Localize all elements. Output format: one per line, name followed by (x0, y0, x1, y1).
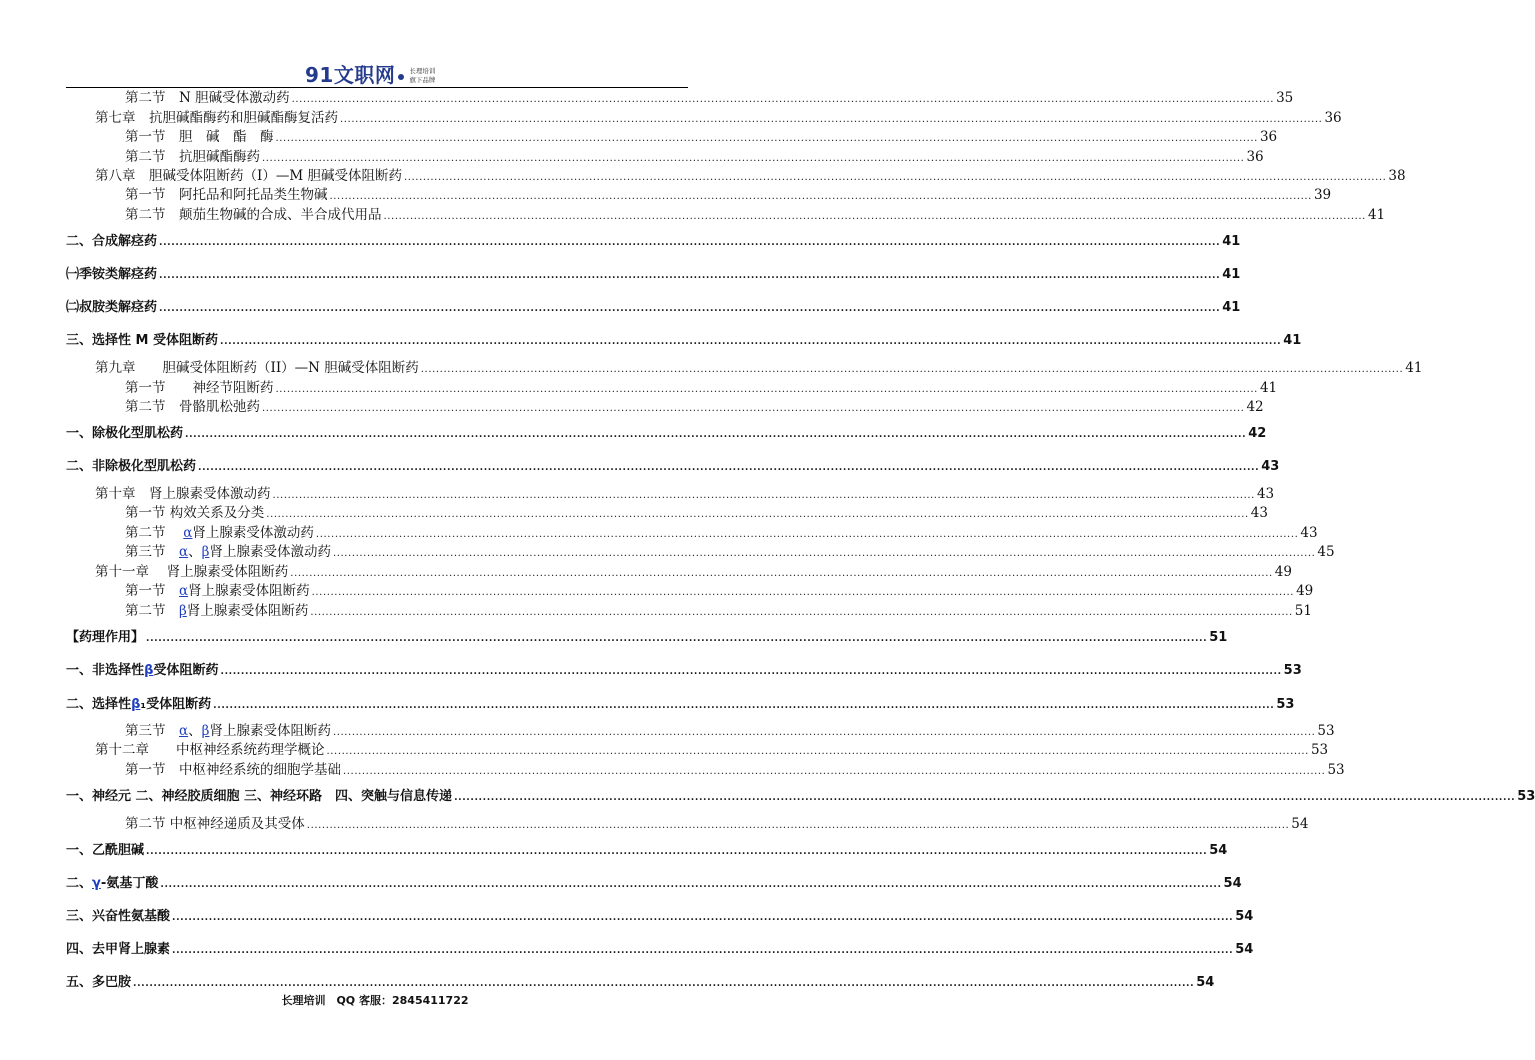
toc-entry[interactable] (66, 842, 1228, 861)
toc-entry[interactable] (66, 425, 1267, 444)
toc-entry-title: 一、非选择性β受体阻断药 (66, 663, 219, 678)
toc-entry-page: 54 (1209, 843, 1228, 858)
toc-leader-dots: .................................................................................................................................................................................................................................................................... (146, 633, 1208, 644)
toc-entry[interactable] (66, 941, 1254, 960)
toc-leader-dots: .................................................................................................................................................................................................................................................................... (159, 270, 1221, 281)
toc-leader-dots: .................................................................................................................................................................................................................................................................... (172, 912, 1234, 923)
toc-entry-title: 二、合成解痉药 (66, 234, 158, 249)
toc-entry-title: 第十章 肾上腺素受体激动药 (95, 486, 271, 502)
greek-letter: β (144, 663, 154, 678)
toc-entry-page: 41 (1367, 207, 1386, 223)
toc-entry[interactable] (125, 815, 1309, 835)
toc-entry[interactable] (95, 109, 1342, 129)
toc-entry-title: 第一节 胆 碱 酯 酶 (125, 129, 274, 145)
toc-entry-title: 第二节 中枢神经递质及其受体 (125, 816, 305, 832)
toc-entry-title: 【药理作用】 (66, 630, 145, 645)
toc-entry-title: 第七章 抗胆碱酯酶药和胆碱酯酶复活药 (95, 110, 338, 126)
greek-letter: β (201, 544, 210, 560)
logo-tag-line-2: 旗下品牌 (409, 76, 436, 84)
toc-entry[interactable] (125, 722, 1335, 742)
toc-entry-title: 第二节 抗胆碱酯酶药 (125, 149, 260, 165)
toc-leader-dots: .................................................................................................................................................................................................................................................................... (133, 978, 1195, 989)
toc-entry-title: 三、选择性 M 受体阻断药 (66, 333, 218, 348)
toc-entry-title: 一、神经元 二、神经胶质细胞 三、神经环路 四、突触与信息传递 (66, 789, 453, 804)
toc-entry-page: 49 (1274, 564, 1292, 580)
toc-entry-title: 一、除极化型肌松药 (66, 426, 184, 441)
greek-letter: β (131, 697, 141, 712)
toc-leader-dots: .................................................................................................................................................................................................................................................................... (262, 153, 1245, 164)
logo-dot-icon (398, 74, 404, 80)
toc-entry[interactable] (95, 485, 1275, 505)
toc-leader-dots: .................................................................................................................................................................................................................................................................... (343, 766, 1326, 777)
toc-leader-dots: .................................................................................................................................................................................................................................................................... (420, 364, 1404, 375)
toc-entry-title: 四、去甲肾上腺素 (66, 942, 171, 957)
toc-entry-title: 第二节 骨骼肌松弛药 (125, 399, 260, 415)
logo-text: 91文职网 (305, 63, 396, 87)
toc-leader-dots: .................................................................................................................................................................................................................................................................... (172, 945, 1234, 956)
toc-leader-dots: .................................................................................................................................................................................................................................................................... (275, 133, 1258, 144)
toc-entry-title: 第一节 阿托品和阿托品类生物碱 (125, 187, 328, 203)
toc-entry-page: 54 (1223, 876, 1242, 891)
toc-leader-dots: .................................................................................................................................................................................................................................................................... (266, 509, 1249, 520)
site-logo (305, 58, 435, 86)
toc-entry[interactable] (125, 398, 1264, 418)
toc-entry-title: 第十二章 中枢神经系统药理学概论 (95, 742, 325, 758)
toc-leader-dots: .................................................................................................................................................................................................................................................................... (159, 237, 1221, 248)
toc-entry[interactable] (66, 299, 1241, 318)
toc-entry[interactable] (66, 266, 1241, 285)
toc-leader-dots: .................................................................................................................................................................................................................................................................... (332, 548, 1316, 559)
toc-entry[interactable] (125, 543, 1335, 563)
toc-entry-title: 一、乙酰胆碱 (66, 843, 145, 858)
toc-leader-dots: .................................................................................................................................................................................................................................................................... (160, 879, 1222, 890)
toc-leader-dots: .................................................................................................................................................................................................................................................................... (311, 587, 1295, 598)
toc-entry-title: 三、兴奋性氨基酸 (66, 909, 171, 924)
toc-entry-page: 49 (1296, 583, 1314, 599)
toc-entry-page: 51 (1209, 630, 1228, 645)
toc-entry[interactable] (66, 788, 1535, 807)
toc-entry[interactable] (66, 458, 1280, 477)
toc-entry-title: 第一节 α肾上腺素受体阻断药 (125, 583, 310, 599)
toc-entry[interactable] (125, 379, 1278, 399)
toc-entry[interactable] (66, 233, 1241, 252)
toc-leader-dots: .................................................................................................................................................................................................................................................................... (272, 490, 1255, 501)
toc-entry-page: 51 (1294, 603, 1312, 619)
toc-entry-page: 42 (1248, 426, 1267, 441)
toc-leader-dots: .................................................................................................................................................................................................................................................................... (403, 172, 1387, 183)
toc-entry[interactable] (95, 563, 1292, 583)
toc-entry-title: 二、选择性β₁受体阻断药 (66, 697, 212, 712)
toc-entry-page: 36 (1259, 129, 1278, 145)
toc-entry-page: 54 (1291, 816, 1309, 832)
toc-entry-page: 36 (1246, 149, 1264, 165)
toc-entry-page: 41 (1405, 360, 1423, 376)
toc-leader-dots: .................................................................................................................................................................................................................................................................... (326, 746, 1309, 757)
toc-entry-title: 第二节 N 胆碱受体激动药 (125, 90, 290, 106)
toc-entry-page: 42 (1246, 399, 1264, 415)
toc-entry-title: 第九章 胆碱受体阻断药（II）—N 胆碱受体阻断药 (95, 360, 419, 376)
toc-leader-dots: .................................................................................................................................................................................................................................................................... (185, 429, 1247, 440)
toc-entry-title: ㈡叔胺类解痉药 (66, 300, 158, 315)
toc-entry-title: 二、γ-氨基丁酸 (66, 876, 159, 891)
toc-entry-title: 第一节 神经节阻断药 (125, 380, 274, 396)
toc-entry-page: 53 (1317, 723, 1335, 739)
toc-entry[interactable] (125, 186, 1332, 206)
toc-entry-title: 第二节 β肾上腺素受体阻断药 (125, 603, 309, 619)
toc-entry-page: 53 (1310, 742, 1329, 758)
toc-entry-title: ㈠季铵类解痉药 (66, 267, 158, 282)
toc-entry[interactable] (125, 504, 1268, 524)
toc-entry[interactable] (95, 741, 1329, 761)
toc-entry-title: 第八章 胆碱受体阻断药（Ⅰ）—M 胆碱受体阻断药 (95, 168, 402, 184)
toc-entry-page: 53 (1517, 789, 1535, 804)
toc-leader-dots: .................................................................................................................................................................................................................................................................... (213, 700, 1275, 711)
toc-entry-title: 第十一章 肾上腺素受体阻断药 (95, 564, 289, 580)
toc-entry-page: 43 (1250, 505, 1268, 521)
toc-leader-dots: .................................................................................................................................................................................................................................................................... (262, 403, 1245, 414)
toc-leader-dots: .................................................................................................................................................................................................................................................................... (159, 303, 1221, 314)
toc-leader-dots: .................................................................................................................................................................................................................................................................... (454, 792, 1516, 803)
toc-leader-dots: .................................................................................................................................................................................................................................................................... (315, 529, 1299, 540)
toc-entry[interactable] (125, 602, 1312, 622)
toc-entry-title: 第三节 α、β肾上腺素受体阻断药 (125, 723, 331, 739)
toc-entry-page: 43 (1256, 486, 1275, 502)
toc-leader-dots: .................................................................................................................................................................................................................................................................... (291, 94, 1275, 105)
toc-leader-dots: .................................................................................................................................................................................................................................................................... (290, 568, 1273, 579)
toc-leader-dots: .................................................................................................................................................................................................................................................................... (198, 462, 1260, 473)
toc-entry[interactable] (125, 761, 1345, 781)
toc-leader-dots: .................................................................................................................................................................................................................................................................... (310, 607, 1293, 618)
greek-letter: γ (92, 876, 101, 891)
toc-entry[interactable] (125, 582, 1314, 602)
page-header (0, 0, 750, 88)
toc-entry-page: 53 (1327, 762, 1345, 778)
toc-entry[interactable] (66, 696, 1295, 715)
toc-entry-title: 第三节 α、β肾上腺素受体激动药 (125, 544, 331, 560)
toc-entry-page: 45 (1317, 544, 1335, 560)
greek-letter: α (179, 583, 189, 599)
toc-entry[interactable] (66, 974, 1215, 993)
toc-entry[interactable] (66, 908, 1254, 927)
toc-leader-dots: .................................................................................................................................................................................................................................................................... (340, 114, 1323, 125)
toc-entry[interactable] (95, 167, 1406, 187)
toc-entry-page: 53 (1276, 697, 1295, 712)
greek-letter: α (179, 544, 189, 560)
toc-entry[interactable] (66, 332, 1302, 351)
toc-entry-page: 43 (1261, 459, 1280, 474)
toc-leader-dots: .................................................................................................................................................................................................................................................................... (275, 384, 1258, 395)
toc-entry[interactable] (125, 128, 1278, 148)
toc-entry-page: 39 (1313, 187, 1332, 203)
toc-entry[interactable] (125, 524, 1318, 544)
toc-entry[interactable] (95, 359, 1423, 379)
toc-entry-page: 36 (1324, 110, 1342, 126)
toc-entry[interactable] (125, 148, 1264, 168)
toc-entry-page: 41 (1222, 267, 1241, 282)
toc-entry[interactable] (66, 662, 1302, 681)
toc-entry-page: 54 (1235, 909, 1254, 924)
toc-entry-page: 43 (1300, 525, 1318, 541)
logo-tagline (409, 67, 435, 85)
toc-entry-title: 第一节 构效关系及分类 (125, 505, 265, 521)
toc-leader-dots: .................................................................................................................................................................................................................................................................... (329, 191, 1312, 202)
toc-entry-title: 第一节 中枢神经系统的细胞学基础 (125, 762, 341, 778)
toc-entry-page: 53 (1283, 663, 1302, 678)
toc-entry-title: 第二节 α肾上腺素受体激动药 (125, 525, 314, 541)
toc-leader-dots: .................................................................................................................................................................................................................................................................... (383, 211, 1366, 222)
toc-entry[interactable] (125, 206, 1386, 226)
toc-entry-page: 41 (1222, 300, 1241, 315)
toc-entry-page: 54 (1196, 975, 1215, 990)
greek-letter: β (179, 603, 187, 619)
toc-entry-page: 54 (1235, 942, 1254, 957)
toc-entry[interactable] (66, 875, 1242, 894)
greek-letter: α (183, 525, 193, 541)
toc-leader-dots: .................................................................................................................................................................................................................................................................... (306, 820, 1290, 831)
toc-leader-dots: .................................................................................................................................................................................................................................................................... (220, 336, 1282, 347)
greek-letter: β (201, 723, 210, 739)
toc-entry-page: 35 (1276, 90, 1294, 106)
toc-entry-page: 41 (1222, 234, 1241, 249)
toc-entry-page: 38 (1388, 168, 1406, 184)
toc-entry[interactable] (66, 629, 1228, 648)
toc-entry-page: 41 (1259, 380, 1278, 396)
greek-letter: α (179, 723, 189, 739)
toc-leader-dots: .................................................................................................................................................................................................................................................................... (146, 846, 1208, 857)
toc-leader-dots: .................................................................................................................................................................................................................................................................... (332, 727, 1316, 738)
header-divider (66, 87, 688, 88)
logo-tag-line-1: 长理培训 (409, 67, 436, 75)
toc-entry-title: 五、多巴胺 (66, 975, 132, 990)
page-footer: 长理培训 QQ 客服：2845411722 (281, 994, 469, 1007)
toc-entry[interactable] (125, 89, 1294, 109)
toc-entry-title: 第二节 颠茄生物碱的合成、半合成代用品 (125, 207, 382, 223)
toc-leader-dots: .................................................................................................................................................................................................................................................................... (220, 666, 1282, 677)
toc-entry-title: 二、非除极化型肌松药 (66, 459, 197, 474)
toc-entry-page: 41 (1283, 333, 1302, 348)
